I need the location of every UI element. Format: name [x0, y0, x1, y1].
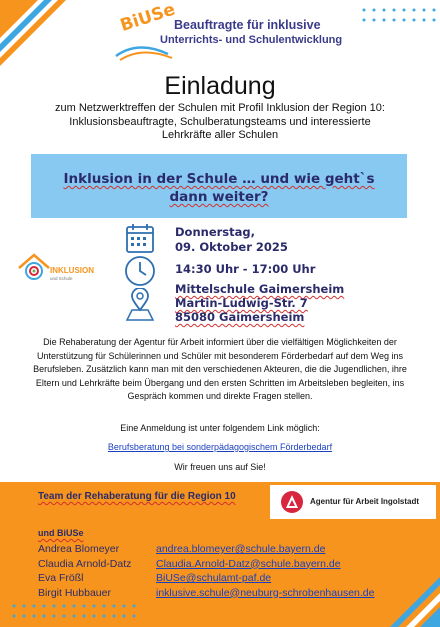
page-title: Einladung [164, 72, 276, 100]
registration-link-wrap [0, 442, 440, 452]
inklusion-house-icon [16, 252, 52, 286]
closing-text: Wir freuen uns auf Sie! [174, 462, 266, 472]
registration-link[interactable]: Berufsberatung bei sonderpädagogischem Förderbedarf [107, 442, 333, 452]
topic-banner-text: Inklusion in der Schule … und wie geht`s dann weiter? [63, 171, 375, 205]
event-date-weekday: Donnerstag, [175, 225, 255, 239]
contact-email-link[interactable]: andrea.blomeyer@schule.bayern.de [156, 543, 326, 555]
agency-logo [270, 485, 436, 519]
corner-stripes-top-left [0, 0, 70, 70]
event-venue: Mittelschule Gaimersheim [175, 282, 345, 296]
contact-name: Eva Frößl [38, 572, 84, 584]
event-date: 09. Oktober 2025 [175, 240, 288, 254]
contact-email-link[interactable]: Claudia.Arnold-Datz@schule.bayern.de [156, 557, 341, 570]
corner-stripes-bottom-right [380, 567, 440, 627]
clock-icon [124, 255, 156, 287]
agency-name: Agentur für Arbeit Ingolstadt [310, 497, 420, 506]
inklusion-logo-subtext: und Schule [50, 276, 73, 281]
and-label: und BiUSe [38, 528, 84, 538]
agency-logo-icon [280, 490, 304, 514]
contact-email-link[interactable]: inklusive.schule@neuburg-schrobenhausen.de [156, 586, 375, 599]
event-street: Martin-Ludwig-Str. 7 [175, 296, 308, 310]
contact-names [38, 542, 131, 600]
registration-text: Eine Anmeldung ist unter folgendem Link möglich: [120, 423, 320, 433]
inklusion-logo [16, 252, 106, 286]
contact-email-link[interactable]: BiUSe@schulamt-paf.de [156, 572, 272, 584]
biuse-logo [108, 0, 343, 62]
event-city: 85080 Gaimersheim [175, 310, 305, 324]
info-paragraph: Die Rehaberatung der Agentur für Arbeit informiert über die vielfältigen Möglichkeiten der Unterstützung für Schülerinnen und Schüler mit besonderem Förderbedarf auf dem Weg ins Berufsleben. Zusätzlich kann man mit den verschiedenen Akteuren, die die Jugendlichen, ihre Eltern und Lehrkräfte beim Übergang und den ersten Schritten im Arbeitsleben begleiten, ins Gespräch kommen und direkte Fragen stellen. [33, 337, 407, 401]
contact-name: Birgit Hubbauer [38, 586, 111, 599]
event-time: 14:30 Uhr - 17:00 Uhr [175, 262, 316, 276]
contact-emails [156, 542, 374, 600]
invite-intro: zum Netzwerktreffen der Schulen mit Profil Inklusion der Region 10: Inklusionsbeauftragte, Schulberatungsteams und interessierte Lehrkräfte aller Schulen [55, 102, 385, 141]
dot-pattern-bottom-left [0, 602, 300, 627]
biuse-logo-text: BiUSe [117, 0, 178, 36]
dot-pattern-top-right [360, 6, 440, 26]
location-pin-icon [124, 288, 156, 322]
org-line-2: Unterrichts- und Schulentwicklung [160, 34, 343, 46]
team-label: Team der Rehaberatung für die Region 10 [38, 491, 236, 502]
topic-banner [31, 154, 407, 218]
contact-name: Claudia Arnold-Datz [38, 557, 132, 570]
footer [0, 482, 440, 627]
contact-name: Andrea Blomeyer [38, 543, 120, 555]
org-line-1: Beauftragte für inklusive [174, 18, 321, 32]
inklusion-logo-text: INKLUSION [50, 266, 94, 275]
calendar-icon [125, 222, 155, 254]
